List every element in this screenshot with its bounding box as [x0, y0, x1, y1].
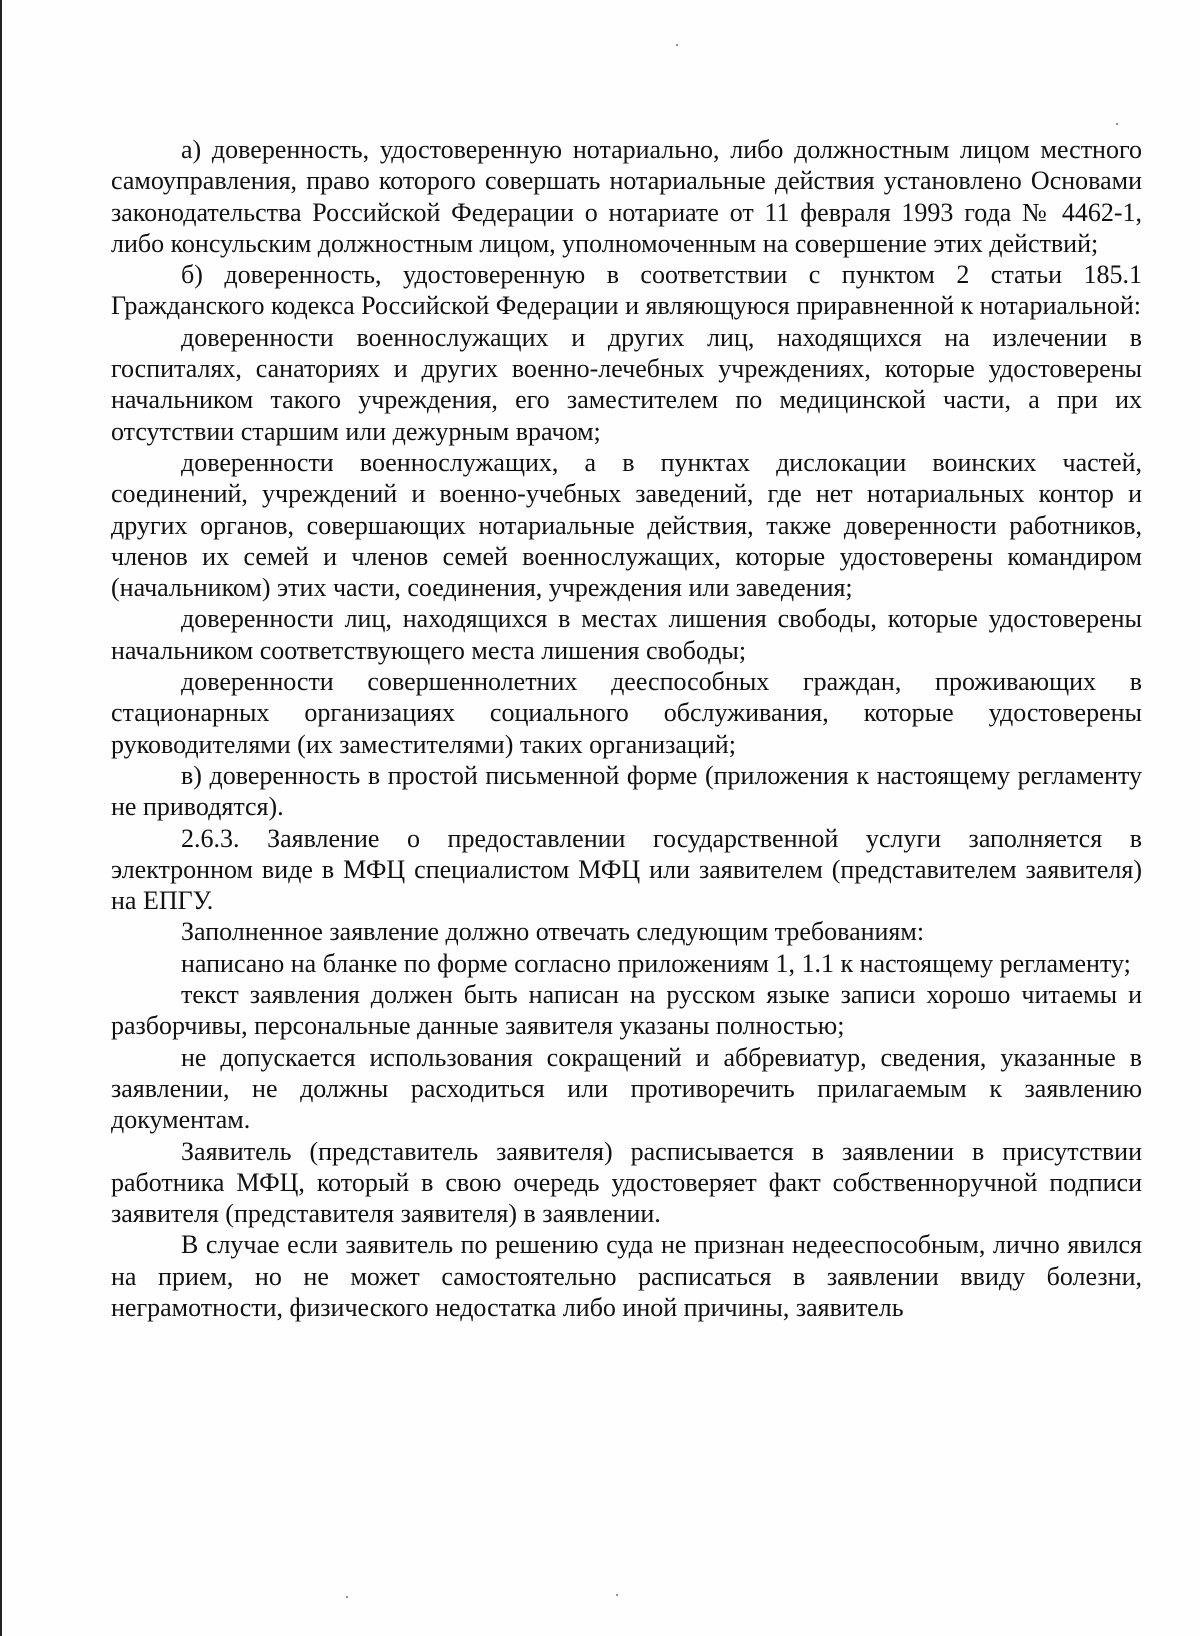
scan-speck — [346, 1596, 348, 1598]
paragraph-power-of-attorney-equivalent: б) доверенность, удостоверенную в соответствии с пунктом 2 статьи 185.1 Гражданского кодекса Российской Федерации и являющуюся приравненной к нотариальной: — [111, 260, 1142, 321]
paragraph-places-of-detention: доверенности лиц, находящихся в местах лишения свободы, которые удостоверены начальником соответствующего места лишения свободы; — [111, 604, 1142, 665]
paragraph-military-units: доверенности военнослужащих, а в пунктах дислокации воинских частей, соединений, учреждений и военно-учебных заведений, где нет нотариальных контор и других органов, совершающих нотариальные действия, также доверенности работников, членов их семей и членов семей военнослужащих, которые удостоверены командиром (начальником) этих части, соединения, учреждения или заведения; — [111, 447, 1142, 603]
paragraph-form-requirement: написано на бланке по форме согласно приложениям 1, 1.1 к настоящему регламенту; — [181, 948, 1131, 978]
scan-speck — [616, 1594, 618, 1596]
paragraph-simple-written-form: в) доверенность в простой письменной форме (приложения к настоящему регламенту не приводятся). — [111, 760, 1142, 822]
paragraph-signature-requirement: Заявитель (представитель заявителя) расписывается в заявлении в присутствии работника МФЦ, который в свою очередь удостоверяет факт собственноручной подписи заявителя (представителя заявителя) в заявлении. — [111, 1136, 1142, 1229]
scan-speck — [676, 44, 678, 46]
paragraph-section-2-6-3: 2.6.3. Заявление о предоставлении государственной услуги заполняется в электронном виде в МФЦ специалистом МФЦ или заявителем (представителем заявителя) на ЕПГУ. — [111, 823, 1142, 916]
page-scan-edge — [0, 0, 2, 1636]
scan-speck — [1116, 123, 1118, 125]
paragraph-military-hospitals: доверенности военнослужащих и других лиц, находящихся на излечении в госпиталях, санаториях и других военно-лечебных учреждениях, которые удостоверены начальником такого учреждения, его заместителем по медицинской части, а при их отсутствии старшим или дежурным врачом; — [111, 322, 1142, 446]
paragraph-abbreviation-requirement: не допускается использования сокращений и аббревиатур, сведения, указанные в заявлении, не должны расходиться или противоречить прилагаемым к заявлению документам. — [111, 1042, 1142, 1135]
paragraph-requirements-intro: Заполненное заявление должно отвечать следующим требованиям: — [181, 917, 925, 947]
paragraph-unable-to-sign: В случае если заявитель по решению суда не признан недееспособным, лично явился на прием, но не может самостоятельно расписаться в заявлении ввиду болезни, неграмотности, физического недостатка либо иной причины, заявитель — [111, 1230, 1142, 1322]
paragraph-power-of-attorney-notarized: а) доверенность, удостоверенную нотариально, либо должностным лицом местного самоуправления, право которого совершать нотариальные действия установлено Основами законодательства Российской Федерации о нотариате от 11 февраля 1993 года № 4462-1, либо консульским должностным лицом, уполномоченным на совершение этих действий; — [111, 135, 1142, 258]
paragraph-language-requirement: текст заявления должен быть написан на русском языке записи хорошо читаемы и разборчивы, персональные данные заявителя указаны полностью; — [111, 980, 1142, 1041]
paragraph-social-service-organizations: доверенности совершеннолетних дееспособных граждан, проживающих в стационарных организациях социального обслуживания, которые удостоверены руководителями (их заместителями) таких организаций; — [111, 667, 1142, 759]
document-body — [111, 134, 1142, 1323]
